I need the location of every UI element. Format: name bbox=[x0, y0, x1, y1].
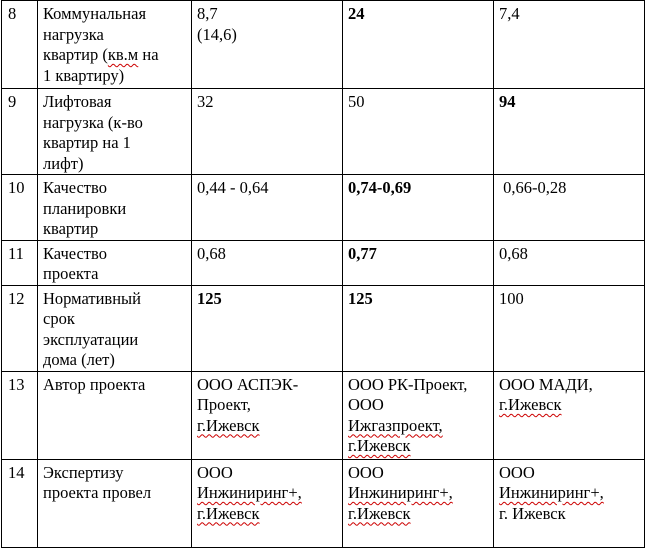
value-cell-1: 0,68 bbox=[192, 240, 343, 285]
row-number: 12 bbox=[2, 285, 38, 371]
value-cell-3: ООО Инжиниринг+, г. Ижевск bbox=[494, 459, 645, 547]
comparison-table bbox=[1, 0, 645, 548]
value-cell-2: 125 bbox=[343, 285, 494, 371]
table-row bbox=[2, 459, 645, 547]
table-row bbox=[2, 240, 645, 285]
criterion-cell: Лифтовая нагрузка (к-во квартир на 1 лифт) bbox=[38, 89, 192, 175]
value-cell-2: 24 bbox=[343, 1, 494, 89]
row-number: 11 bbox=[2, 240, 38, 285]
value-cell-1: 8,7 (14,6) bbox=[192, 1, 343, 89]
criterion-cell: Качество проекта bbox=[38, 240, 192, 285]
value-cell-3: 0,68 bbox=[494, 240, 645, 285]
criterion-cell: Нормативный срок эксплуатации дома (лет) bbox=[38, 285, 192, 371]
table-row bbox=[2, 175, 645, 241]
value-cell-1: 125 bbox=[192, 285, 343, 371]
row-number: 9 bbox=[2, 89, 38, 175]
criterion-text: квартир (кв.м на bbox=[43, 45, 159, 64]
value-cell-3: 7,4 bbox=[494, 1, 645, 89]
criterion-cell: Автор проекта bbox=[38, 371, 192, 459]
table-row bbox=[2, 89, 645, 175]
value-cell-2: ООО РК-Проект, ООО Ижгазпроект, г.Ижевск bbox=[343, 371, 494, 459]
value-cell-1: ООО АСПЭК- Проект, г.Ижевск bbox=[192, 371, 343, 459]
value-cell-1: 32 bbox=[192, 89, 343, 175]
value-cell-3: 100 bbox=[494, 285, 645, 371]
value-cell-2: 50 bbox=[343, 89, 494, 175]
row-number: 8 bbox=[2, 1, 38, 89]
value-cell-1: 0,44 - 0,64 bbox=[192, 175, 343, 241]
row-number: 14 bbox=[2, 459, 38, 547]
table-row bbox=[2, 371, 645, 459]
value-cell-2: ООО Инжиниринг+, г.Ижевск bbox=[343, 459, 494, 547]
value-cell-1: ООО Инжиниринг+, г.Ижевск bbox=[192, 459, 343, 547]
value-cell-2: 0,74-0,69 bbox=[343, 175, 494, 241]
table-row bbox=[2, 285, 645, 371]
row-number: 13 bbox=[2, 371, 38, 459]
criterion-cell: Коммунальная нагрузка квартир (кв.м на 1 квартиру) bbox=[38, 1, 192, 89]
value-cell-3: ООО МАДИ, г.Ижевск bbox=[494, 371, 645, 459]
row-number: 10 bbox=[2, 175, 38, 241]
value-cell-2: 0,77 bbox=[343, 240, 494, 285]
value-cell-3: 0,66-0,28 bbox=[494, 175, 645, 241]
criterion-cell: Качество планировки квартир bbox=[38, 175, 192, 241]
table-row bbox=[2, 1, 645, 89]
criterion-cell: Экспертизу проекта провел bbox=[38, 459, 192, 547]
value-cell-3: 94 bbox=[494, 89, 645, 175]
